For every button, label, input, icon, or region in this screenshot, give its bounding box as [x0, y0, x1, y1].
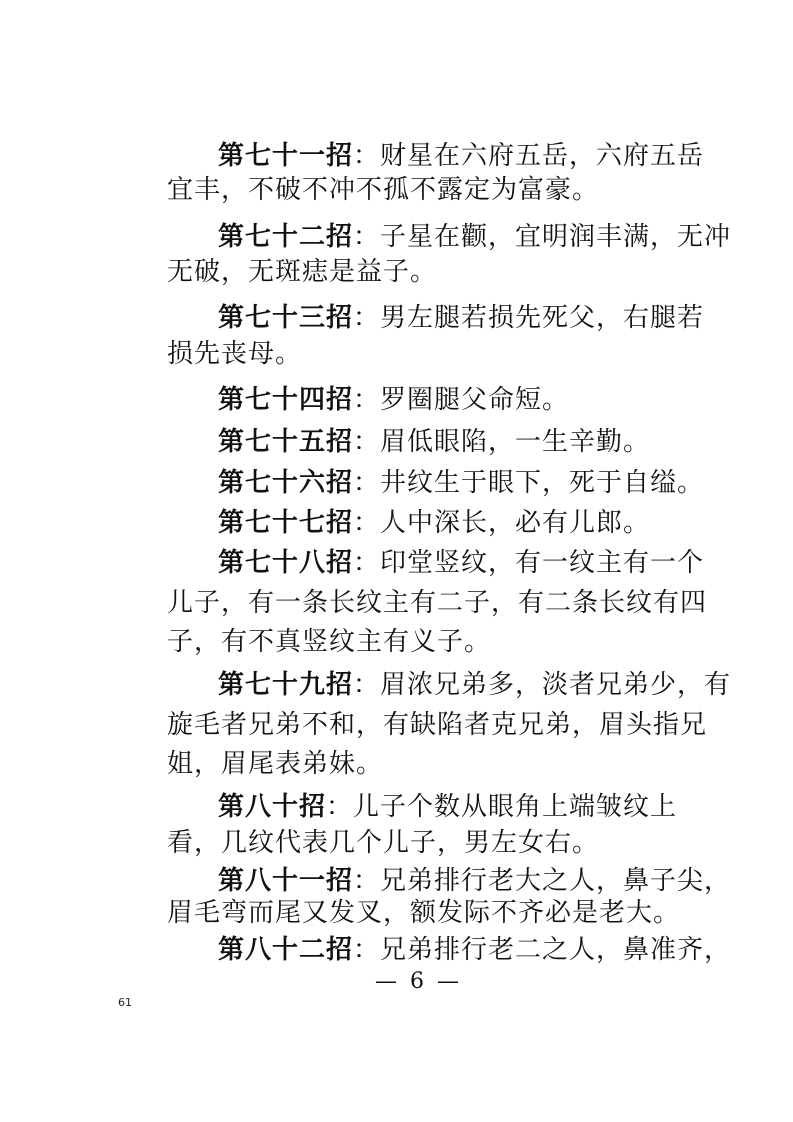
entry-72-line-2: [167, 254, 437, 290]
entry-73-text-1: ：男左腿若损先死父，右腿若: [353, 303, 705, 333]
entry-77-heading: 第七十七招: [218, 508, 354, 538]
entry-77-text-1: ：人中深长，必有儿郎。: [353, 508, 651, 538]
entry-78-line-3: [167, 624, 491, 660]
entry-78-line-1: [218, 545, 704, 581]
entry-82-text-1: ：兄弟排行老二之人，鼻准齐，: [353, 935, 732, 965]
entry-71-line-1: [218, 138, 704, 174]
entry-81-text-2: 眉毛弯而尾又发叉，额发际不齐必是老大。: [167, 898, 681, 928]
entry-71-heading: 第七十一招: [218, 141, 354, 171]
entry-75-line-1: [218, 424, 650, 460]
entry-80-line-2: [167, 825, 599, 861]
entry-77-line-1: [218, 505, 650, 541]
entry-79-line-3: [167, 746, 383, 782]
entry-72-text-1: ：子星在颧，宜明润丰满，无冲: [353, 222, 732, 252]
entry-81-line-2: [167, 895, 680, 931]
entry-71-line-2: [167, 172, 599, 208]
entry-78-text-1: ：印堂竖纹，有一纹主有一个: [353, 548, 705, 578]
entry-78-heading: 第七十八招: [218, 548, 354, 578]
entry-76-text-1: ：井纹生于眼下，死于自缢。: [353, 468, 705, 498]
page-number: — 6 —: [375, 969, 462, 994]
entry-75-text-1: ：眉低眼陷，一生辛勤。: [353, 427, 651, 457]
entry-78-line-2: [167, 585, 707, 621]
entry-80-line-1: [218, 789, 677, 825]
entry-82-line-1: [218, 932, 731, 968]
entry-82-heading: 第八十二招: [218, 935, 354, 965]
entry-74-text-1: ：罗圈腿父命短。: [353, 385, 570, 415]
entry-79-text-1: ：眉浓兄弟多，淡者兄弟少，有: [353, 670, 732, 700]
entry-71-text-2: 宜丰，不破不冲不孤不露定为富豪。: [167, 175, 600, 205]
entry-73-heading: 第七十三招: [218, 303, 354, 333]
entry-71-text-1: ：财星在六府五岳，六府五岳: [353, 141, 705, 171]
entry-75-heading: 第七十五招: [218, 427, 354, 457]
entry-81-line-1: [218, 863, 731, 899]
entry-79-heading: 第七十九招: [218, 670, 354, 700]
entry-79-line-2: [167, 707, 707, 743]
entry-78-text-3: 子，有不真竖纹主有义子。: [167, 627, 492, 657]
entry-73-text-2: 损先丧母。: [167, 339, 303, 369]
entry-73-line-2: [167, 336, 302, 372]
entry-73-line-1: [218, 300, 704, 336]
entry-76-heading: 第七十六招: [218, 468, 354, 498]
entry-74-line-1: [218, 382, 569, 418]
entry-74-heading: 第七十四招: [218, 385, 354, 415]
entry-72-line-1: [218, 219, 731, 255]
entry-72-heading: 第七十二招: [218, 222, 354, 252]
entry-81-heading: 第八十一招: [218, 866, 354, 896]
entry-80-heading: 第八十招: [218, 792, 327, 822]
entry-79-text-2: 旋毛者兄弟不和，有缺陷者克兄弟，眉头指兄: [167, 710, 708, 740]
entry-80-text-2: 看，几纹代表几个儿子，男左女右。: [167, 828, 600, 858]
entry-81-text-1: ：兄弟排行老大之人，鼻子尖，: [353, 866, 732, 896]
entry-72-text-2: 无破，无斑痣是益子。: [167, 257, 438, 287]
entry-79-line-1: [218, 667, 731, 703]
corner-mark: 61: [118, 996, 132, 1009]
entry-80-text-1: ：儿子个数从眼角上端皱纹上: [326, 792, 678, 822]
entry-76-line-1: [218, 465, 704, 501]
entry-79-text-3: 姐，眉尾表弟妹。: [167, 749, 384, 779]
entry-78-text-2: 儿子，有一条长纹主有二子，有二条长纹有四: [167, 588, 708, 618]
